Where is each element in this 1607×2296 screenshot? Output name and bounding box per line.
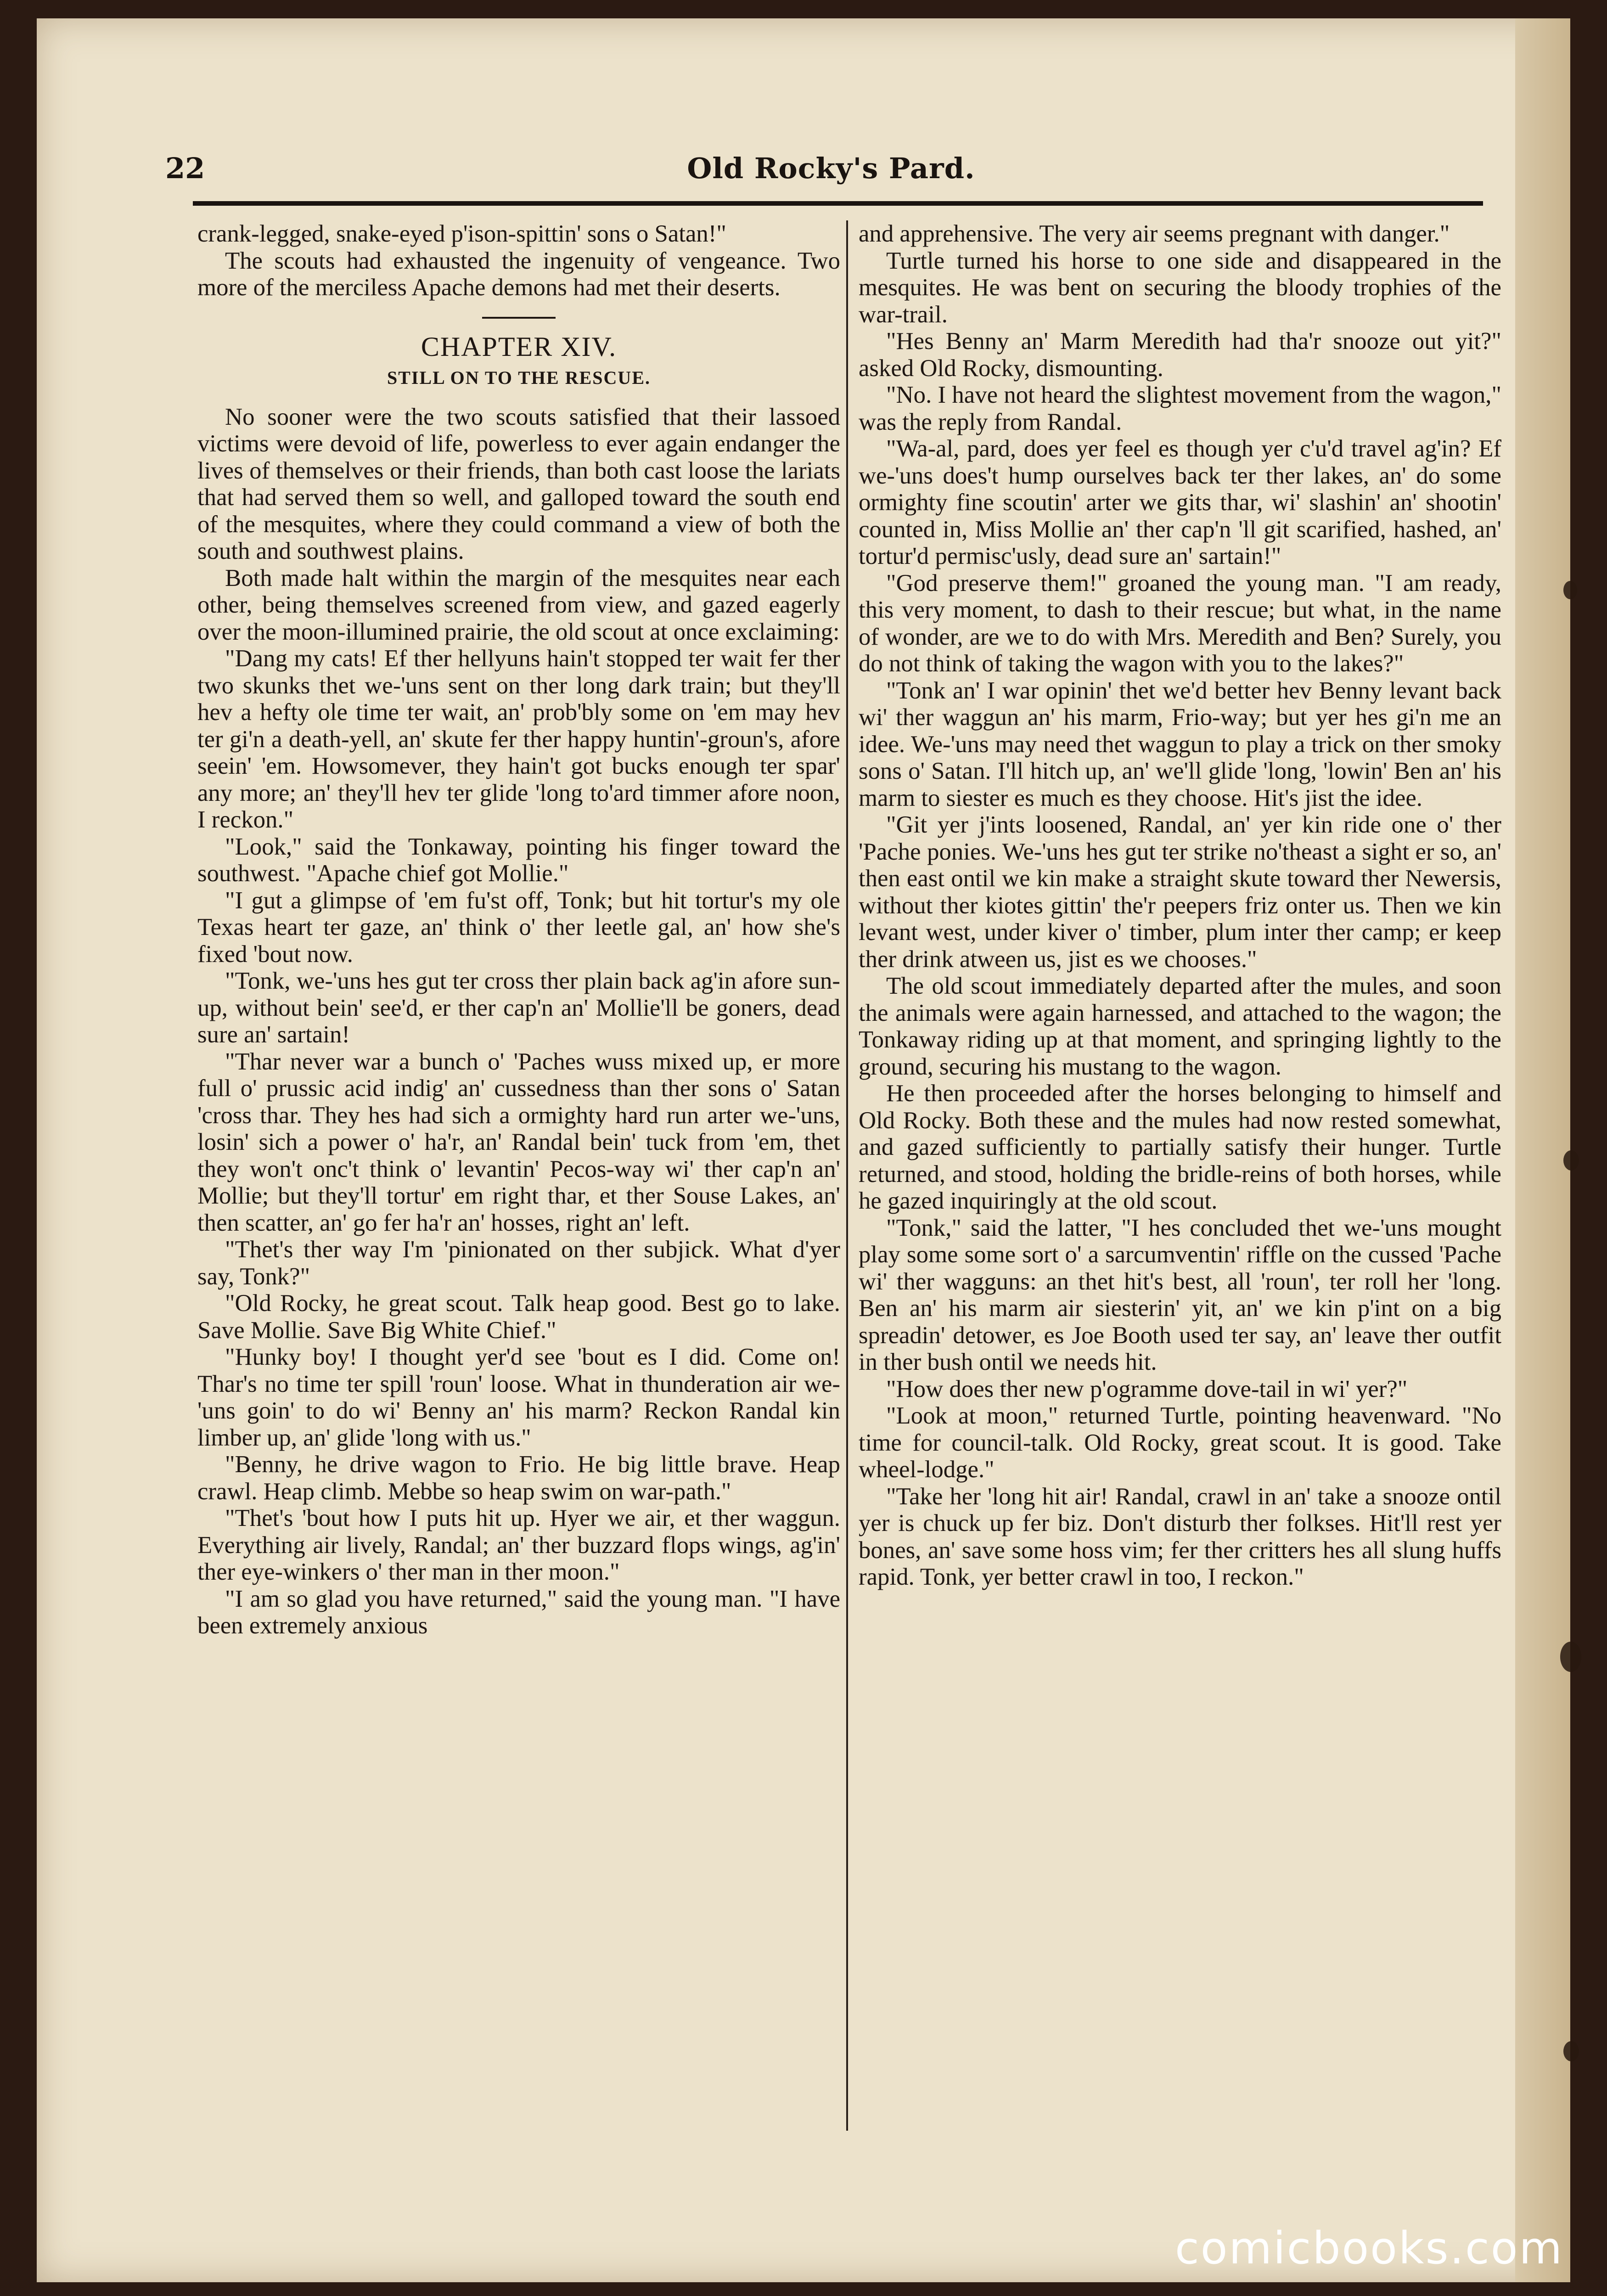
paragraph: "No. I have not heard the slightest movement from the wagon," was the reply from Randal. (859, 382, 1501, 435)
paragraph: "Git yer j'ints loosened, Randal, an' yer kin ride one o' ther 'Pache ponies. We-'uns hes gut ter strike no'theast a sight er so, an' then east ontil we kin make a straight skute toward ther Newersis, without ther kiotes gittin' the'r peepers friz onter us. Then we kin levant west, under kiver o' timber, plum inter ther camp; er keep ther drink atween us, jist es we chooses." (859, 811, 1501, 973)
page-stain (1560, 1642, 1581, 1672)
paragraph: "Tonk, we-'uns hes gut ter cross ther plain back ag'in afore sun-up, without bein' see'd, er ther cap'n an' Mollie'll be goners, dead sure an' sartain! (197, 968, 840, 1048)
paragraph: "Thar never war a bunch o' 'Paches wuss mixed up, er more full o' prussic acid indig' an' cussedness than ther sons o' Satan 'cross thar. They hes had sich a ormighty hard run arter we-'uns, losin' sich a power o' ha'r, an' Randal bein' tuck from 'em, thet they won't onc't think o' levantin' Pecos-way wi' ther cap'n an' Mollie; but they'll tortur' em right thar, et ther Souse Lakes, an' then scatter, an' go fer ha'r an' hosses, right an' left. (197, 1048, 840, 1236)
paragraph: "Old Rocky, he great scout. Talk heap good. Best go to lake. Save Mollie. Save Big White Chief." (197, 1290, 840, 1344)
paragraph: crank-legged, snake-eyed p'ison-spittin' sons o Satan!" (197, 220, 726, 247)
paragraph: The old scout immediately departed after the mules, and soon the animals were again harnessed, and attached to the wagon; the Tonkaway riding up at that moment, and springing lightly to the ground, securing his mustang to the wagon. (859, 973, 1501, 1080)
paragraph: Turtle turned his horse to one side and disappeared in the mesquites. He was bent on securing the bloody trophies of the war-trail. (859, 247, 1501, 328)
paragraph: "Wa-al, pard, does yer feel es though yer c'u'd travel ag'in? Ef we-'uns does't hump ourselves back ter ther lakes, an' do some ormighty fine scoutin' arter we gits thar, wi' slashin' an' shootin' counted in, Miss Mollie an' ther cap'n 'll git scarified, hashed, an' tortur'd permisc'usly, dead sure an' sartain!" (859, 435, 1501, 569)
paragraph: "How does ther new p'ogramme dove-tail in wi' yer?" (886, 1375, 1408, 1402)
header-rule (193, 201, 1483, 206)
paragraph: "Hes Benny an' Marm Meredith had tha'r snooze out yit?" asked Old Rocky, dismounting. (859, 328, 1501, 382)
running-title: Old Rocky's Pard. (687, 152, 975, 185)
paragraph: Both made halt within the margin of the mesquites near each other, being themselves screened from view, and gazed eagerly over the moon-illumined prairie, the old scout at once exclaiming: (197, 564, 840, 645)
paragraph: "Benny, he drive wagon to Frio. He big little brave. Heap crawl. Heap climb. Mebbe so heap swim on war-path." (197, 1451, 840, 1505)
paragraph: "Thet's 'bout how I puts hit up. Hyer we air, et ther waggun. Everything air lively, Randal; an' ther buzzard flops wings, ag'in' ther eye-winkers o' ther man in ther moon." (197, 1505, 840, 1585)
watermark: comicbooks.com (1174, 2223, 1563, 2274)
paragraph: "Hunky boy! I thought yer'd see 'bout es I did. Come on! Thar's no time ter spill 'roun' loose. What in thunderation air we-'uns goin' to do wi' Benny an' his marm? Reckon Randal kin limber up, an' glide 'long with us." (197, 1344, 840, 1451)
paragraph: "Thet's ther way I'm 'pinionated on ther subjick. What d'yer say, Tonk?" (197, 1236, 840, 1290)
page-stain (1563, 1150, 1579, 1171)
paragraph: "God preserve them!" groaned the young man. "I am ready, this very moment, to dash to their rescue; but what, in the name of wonder, are we to do with Mrs. Meredith and Ben? Surely, you do not think of taking the wagon with you to the lakes?" (859, 569, 1501, 677)
column-divider (846, 220, 848, 2131)
paragraph: "Look," said the Tonkaway, pointing his finger toward the southwest. "Apache chief got Mollie." (197, 833, 840, 887)
paragraph: and apprehensive. The very air seems pregnant with danger." (859, 220, 1450, 247)
paragraph: "Tonk an' I war opinin' thet we'd better hev Benny levant back wi' ther waggun an' his marm, Frio-way; but yer hes gi'n me an idee. We-'uns may need thet waggun to play a trick on ther smoky sons o' Satan. I'll hitch up, an' we'll glide 'long, 'lowin' Ben an' his marm to siester es much es they choose. Hit's jist the idee. (859, 677, 1501, 811)
paragraph: No sooner were the two scouts satisfied that their lassoed victims were devoid of life, powerless to ever again endanger the lives of themselves or their friends, than both cast loose the lariats that had served them so well, and galloped toward the south end of the mesquites, where they could command a view of both the south and southwest plains. (197, 403, 840, 564)
paragraph: He then proceeded after the horses belonging to himself and Old Rocky. Both these and the mules had now rested somewhat, and gazed sufficiently to partially satisfy their hunger. Turtle returned, and stood, holding the bridle-reins of both horses, while he gazed inquiringly at the old scout. (859, 1080, 1501, 1214)
chapter-title: CHAPTER XIV. (421, 331, 617, 362)
page-stain (1563, 581, 1577, 599)
chapter-rule (482, 317, 556, 319)
paragraph: "I gut a glimpse of 'em fu'st off, Tonk; but hit tortur's my ole Texas heart ter gaze, an' think o' ther leetle gal, an' how she's fixed 'bout now. (197, 887, 840, 968)
paragraph: "Dang my cats! Ef ther hellyuns hain't stopped ter wait fer ther two skunks thet we-'uns sent on ther long dark train; but they'll hev a hefty ole time ter wait, an' prob'bly some on 'em may hev ter gi'n a death-yell, an' skute fer ther happy huntin'-groun's, afore seein' 'em. Howsomever, they hain't got bucks enough ter spar' any more; an' they'll hev ter glide 'long to'ard timmer afore noon, I reckon." (197, 645, 840, 833)
paragraph: "Take her 'long hit air! Randal, crawl in an' take a snooze ontil yer is chuck up fer biz. Don't disturb ther folkses. Hit'll rest yer bones, an' save some hoss vim; fer ther critters hes all slung huffs rapid. Tonk, yer better crawl in too, I reckon." (859, 1483, 1501, 1590)
page-header (165, 142, 1497, 193)
page-number: 22 (165, 152, 205, 185)
right-column (859, 220, 1501, 1591)
paragraph: "I am so glad you have returned," said the young man. "I have been extremely anxious (197, 1585, 840, 1639)
page-stain (1563, 2041, 1579, 2061)
page-edge (1515, 18, 1570, 2282)
chapter-subtitle: STILL ON TO THE RESCUE. (387, 367, 651, 388)
paragraph: The scouts had exhausted the ingenuity of vengeance. Two more of the merciless Apache demons had met their deserts. (197, 247, 840, 301)
paragraph: "Tonk," said the latter, "I hes concluded thet we-'uns mought play some some sort o' a sarcumventin' riffle on the cussed 'Pache wi' ther wagguns: an thet hit's best, all 'roun', ter roll her 'long. Ben an' his marm air siesterin' yit, an' we kin p'int on a big spreadin' detower, es Joe Booth used ter say, an' leave ther outfit in ther bush ontil we needs hit. (859, 1214, 1501, 1375)
paragraph: "Look at moon," returned Turtle, pointing heavenward. "No time for council-talk. Old Rocky, great scout. It is good. Take wheel-lodge." (859, 1402, 1501, 1483)
left-column (197, 220, 840, 1639)
